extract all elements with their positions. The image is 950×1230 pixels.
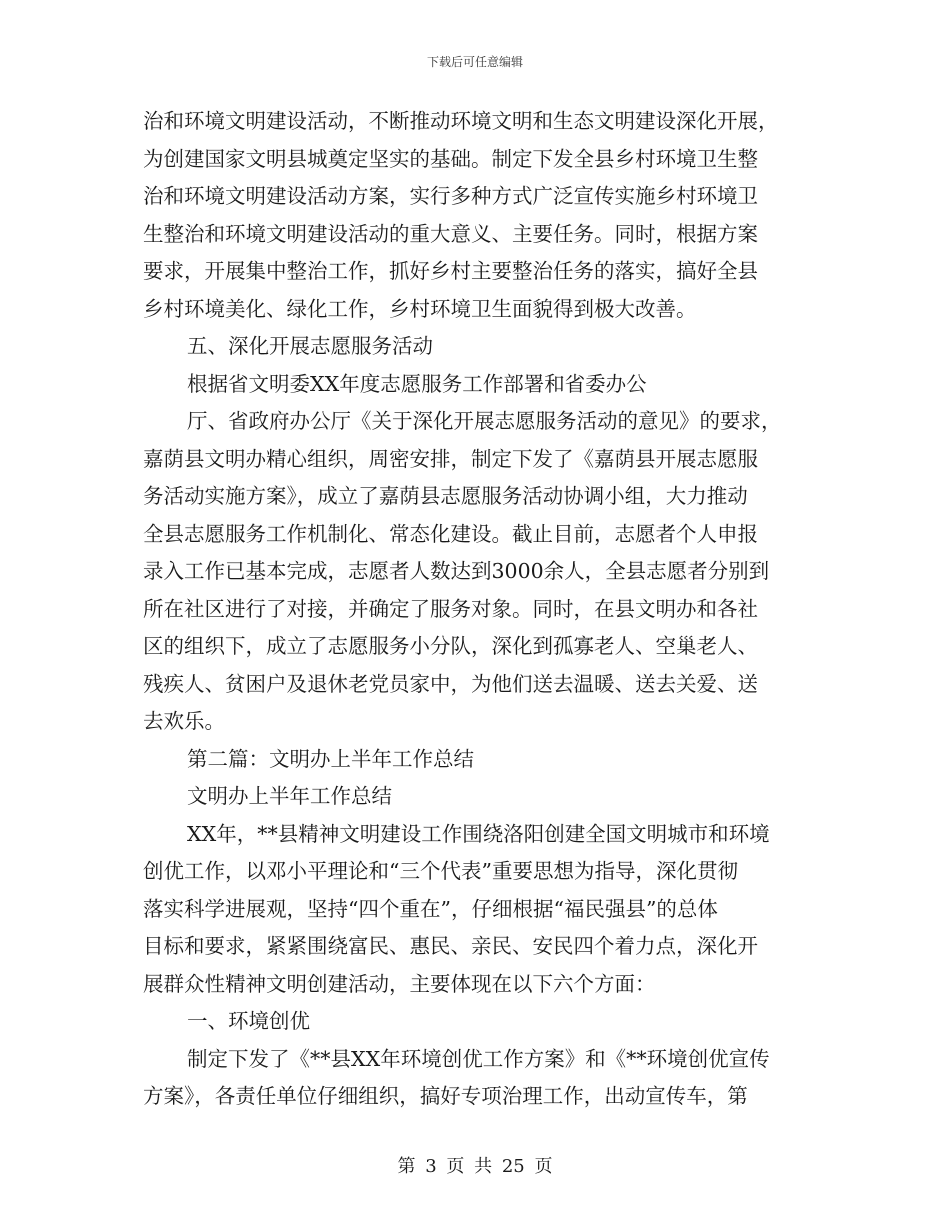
text-line: 录入工作已基本完成，志愿者人数达到3000余人，全县志愿者分别到	[143, 559, 770, 583]
text-line: 为创建国家文明县城奠定坚实的基础。制定下发全县乡村环境卫生整	[143, 146, 758, 171]
text-line: 落实科学进展观，坚持“四个重在”，仔细根据“福民强县”的总体	[143, 896, 718, 921]
text-line: 要求，开展集中整治工作，抓好乡村主要整治任务的落实，搞好全县	[143, 259, 758, 283]
text-line: 治和环境文明建设活动，不断推动环境文明和生态文明建设深化开展，	[143, 109, 779, 133]
text-line: 创优工作，以邓小平理论和“三个代表”重要思想为指导，深化贯彻	[143, 859, 738, 883]
text-line: 嘉荫县文明办精心组织，周密安排，制定下发了《嘉荫县开展志愿服	[143, 446, 758, 471]
text-line: 治和环境文明建设活动方案，实行多种方式广泛宣传实施乡村环境卫	[143, 184, 758, 208]
page-number: 第 3 页 共 25 页	[397, 1156, 553, 1177]
text-line: 一、环境创优	[187, 1009, 310, 1033]
text-line: 乡村环境美化、绿化工作，乡村环境卫生面貌得到极大改善。	[143, 296, 697, 321]
text-line: 制定下发了《**县XX年环境创优工作方案》和《**环境创优宣传	[187, 1046, 770, 1071]
text-line: 厅、省政府办公厅《关于深化开展志愿服务活动的意见》的要求，	[187, 409, 782, 433]
text-line: 目标和要求，紧紧围绕富民、惠民、亲民、安民四个着力点，深化开	[143, 934, 758, 958]
text-line: 方案》，各责任单位仔细组织，搞好专项治理工作，出动宣传车，第	[143, 1084, 748, 1108]
text-line: 务活动实施方案》，成立了嘉荫县志愿服务活动协调小组，大力推动	[143, 484, 748, 508]
text-line: 展群众性精神文明创建活动，主要体现在以下六个方面：	[143, 971, 656, 996]
text-line: 五、深化开展志愿服务活动	[187, 334, 433, 358]
document-body	[143, 103, 808, 1116]
text-line: 区的组织下，成立了志愿服务小分队，深化到孤寡老人、空巢老人、	[143, 634, 758, 658]
text-line: 全县志愿服务工作机制化、常态化建设。截止目前，志愿者个人申报	[143, 521, 758, 546]
page-header: 下载后可任意编辑	[426, 55, 523, 69]
text-line: 第二篇：文明办上半年工作总结	[187, 746, 474, 771]
text-line: XX年，**县精神文明建设工作围绕洛阳创建全国文明城市和环境	[187, 821, 770, 846]
text-line: 生整治和环境文明建设活动的重大意义、主要任务。同时，根据方案	[143, 221, 758, 246]
text-line: 根据省文明委XX年度志愿服务工作部署和省委办公	[187, 371, 647, 396]
text-line: 去欢乐。	[143, 709, 225, 733]
text-line: 残疾人、贫困户及退休老党员家中，为他们送去温暖、送去关爱、送	[143, 671, 758, 696]
text-line: 文明办上半年工作总结	[187, 784, 392, 808]
text-line: 所在社区进行了对接，并确定了服务对象。同时，在县文明办和各社	[143, 596, 758, 621]
